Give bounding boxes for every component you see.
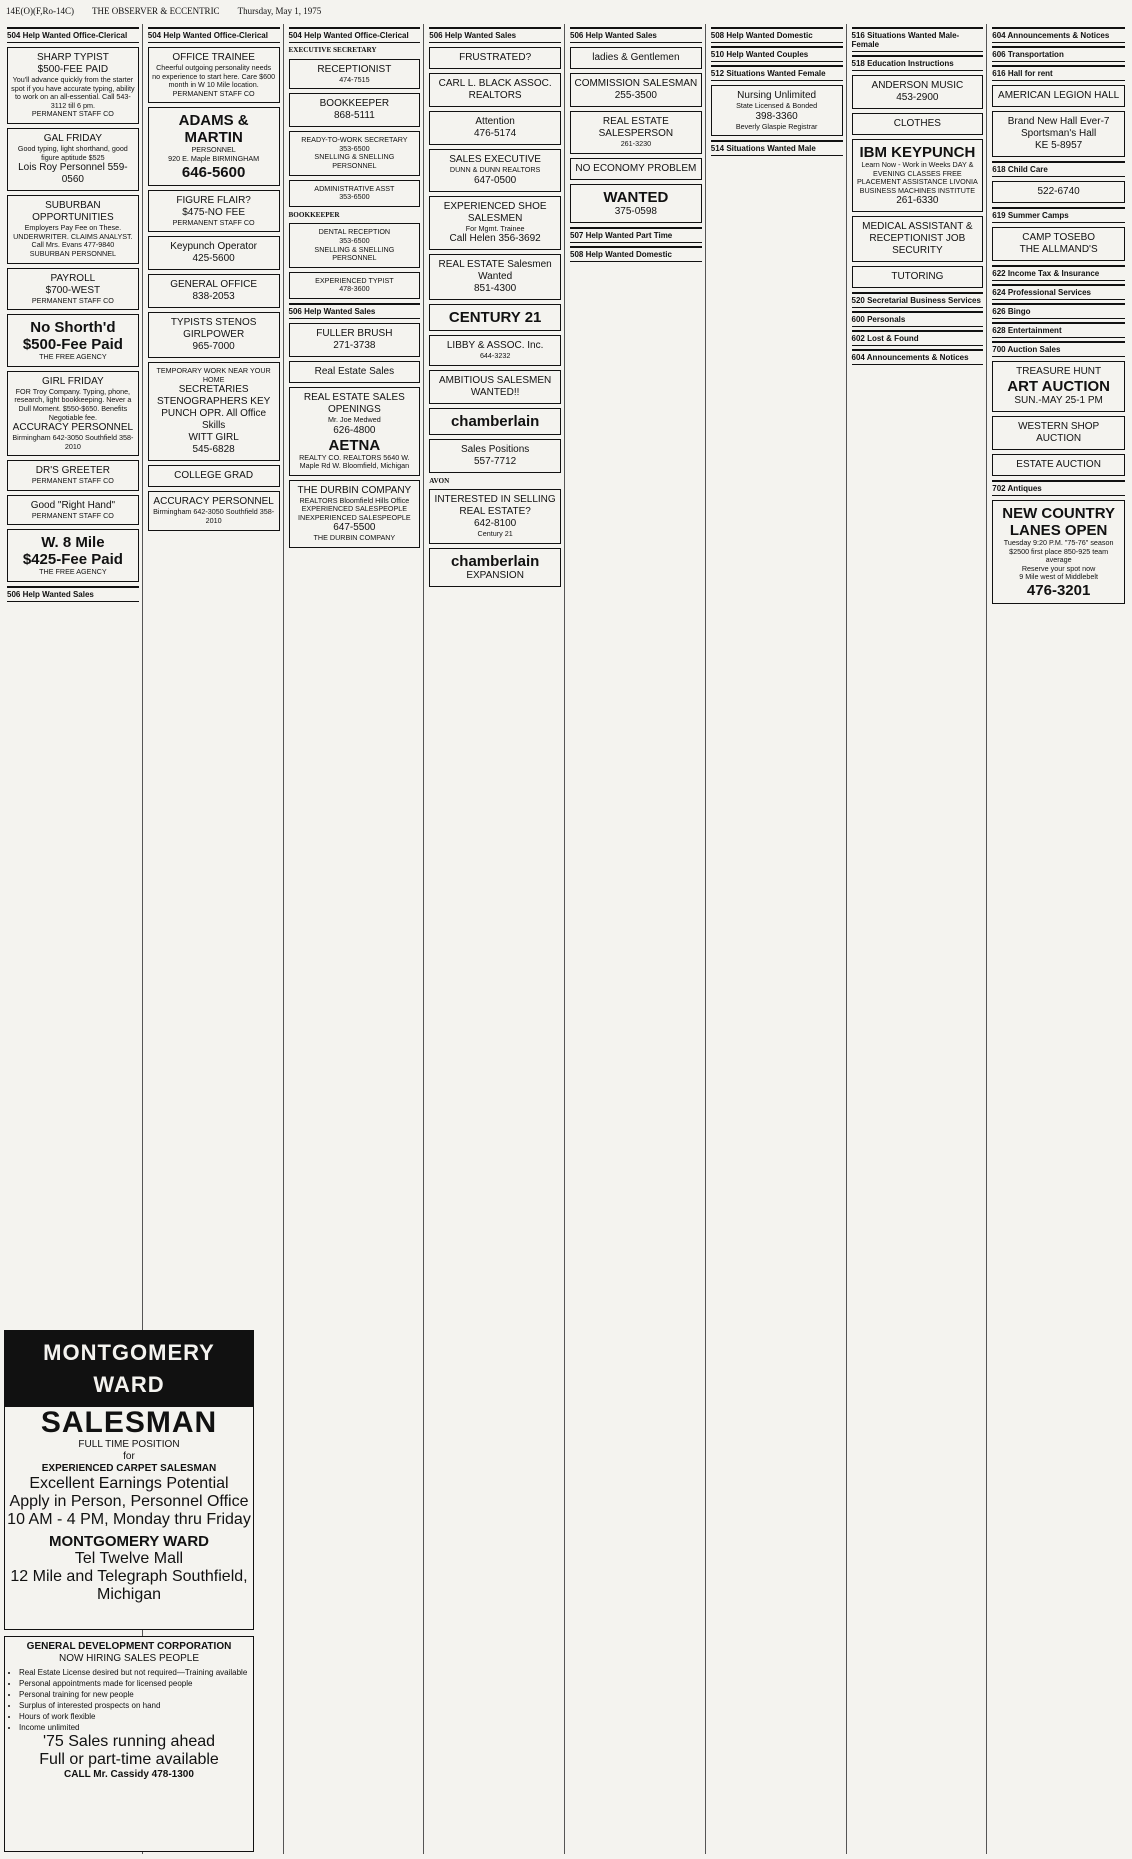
ad-title: COMMISSION SALESMAN — [574, 78, 698, 89]
ad-phone: Birmingham 642-3050 Southfield 358-2010 — [153, 507, 275, 525]
ward-line: 10 AM - 4 PM, Monday thru Friday — [7, 1511, 251, 1528]
classified-ad — [429, 47, 561, 69]
montgomery-ward-ad — [4, 1330, 254, 1630]
ad-title: Keypunch Operator — [170, 241, 257, 253]
classified-ad — [570, 73, 702, 107]
classified-ad — [289, 180, 421, 207]
ad-footer: PERMANENT STAFF CO — [31, 510, 114, 520]
ad-title: FRUSTRATED? — [459, 52, 532, 63]
ad-time: Tuesday 9:20 P.M. "75-76" season — [1003, 538, 1114, 547]
ad-footer: PERMANENT STAFF CO — [31, 109, 114, 119]
bullet-item: • Hours of work flexible — [19, 1711, 249, 1722]
section-header: 507 Help Wanted Part Time — [570, 227, 702, 243]
ad-firm: DUNN & DUNN REALTORS — [449, 165, 541, 174]
ad-title: ladies & Gentlemen — [592, 52, 680, 63]
ad-subtitle: $475-NO FEE — [182, 206, 246, 218]
ad-title: TYPISTS STENOS — [170, 317, 257, 329]
ad-body: Learn Now - Work in Weeks DAY & EVENING CLASSES FREE PLACEMENT ASSISTANCE LIVONIA BUSINESS MACHINES INSTITUTE — [856, 160, 978, 195]
column-3 — [286, 24, 425, 1854]
classified-ad — [148, 465, 280, 487]
ad-title: Good "Right Hand" — [30, 499, 116, 511]
ad-title: SALES EXECUTIVE — [449, 154, 541, 165]
ad-body: Employers Pay Fee on These. UNDERWRITER. CLAIMS ANALYST. Call Mrs. Evans 477-9840 — [13, 223, 133, 250]
ad-reserve: Reserve your spot now — [1021, 563, 1096, 573]
ad-title: DENTAL RECEPTION — [318, 227, 391, 237]
ad-firm: AETNA — [328, 436, 381, 454]
classified-ad — [148, 236, 280, 270]
classified-ad — [429, 73, 561, 107]
classified-ad — [429, 439, 561, 473]
ad-footer: PERMANENT STAFF CO — [31, 295, 114, 305]
ad-subtitle: EXPANSION — [466, 569, 524, 581]
ad-phone: 255-3500 — [614, 90, 657, 101]
ad-subtitle: PERSONNEL — [191, 145, 236, 155]
ad-subtitle: State Licensed & Bonded — [736, 101, 818, 110]
ad-body: You'll advance quickly from the starter spot if you have accurate typing, ability to work on an all-essential. Call 543-3112 till 6 pm. — [11, 75, 135, 110]
classified-ad — [148, 312, 280, 358]
ad-footer: THE FREE AGENCY — [39, 352, 107, 362]
ad-title: LIBBY & ASSOC. Inc. — [446, 340, 544, 352]
ad-title: ADAMS & MARTIN — [178, 112, 249, 147]
classified-ad — [7, 314, 139, 367]
ad-title: EXPERIENCED SHOE SALESMEN — [443, 200, 547, 224]
gdc-footer: '75 Sales running ahead — [42, 1733, 216, 1750]
classified-ad — [570, 111, 702, 154]
classified-ad — [289, 387, 421, 476]
classified-ad — [429, 335, 561, 366]
section-header: 618 Child Care — [992, 161, 1125, 177]
ad-title: PAYROLL — [50, 272, 96, 284]
ad-phone: 425-5600 — [192, 253, 235, 265]
classified-ad — [289, 272, 421, 299]
ad-phone: 375-0598 — [614, 205, 657, 217]
ad-phone: 478-3600 — [339, 284, 370, 294]
ad-title: NO ECONOMY PROBLEM — [575, 162, 697, 174]
ad-title: ADMINISTRATIVE ASST — [314, 183, 395, 193]
ward-line: Excellent Earnings Potential — [29, 1475, 229, 1492]
ad-title: GENERAL OFFICE — [170, 279, 258, 291]
ad-footer: Lois Roy Personnel 559-0560 — [18, 162, 128, 186]
ad-title: No Shorth'd — [30, 319, 116, 337]
ad-title: WESTERN SHOP AUCTION — [1018, 421, 1100, 444]
ad-title: REAL ESTATE SALESPERSON — [598, 116, 674, 139]
classified-ad — [429, 254, 561, 300]
classified-ad — [289, 323, 421, 357]
ad-phone: 353-6500 — [339, 143, 370, 153]
ward-for: for — [123, 1451, 135, 1462]
ad-title: Sales Positions — [460, 443, 530, 455]
classified-ad — [148, 362, 280, 461]
classified-ad — [852, 139, 984, 212]
classified-ad — [289, 93, 421, 127]
ad-title: RECEPTIONIST — [317, 63, 392, 75]
ad-title: AMBITIOUS SALESMEN WANTED!! — [439, 374, 552, 398]
ad-title: REAL ESTATE Salesmen Wanted — [438, 259, 552, 283]
ad-title: FIGURE FLAIR? — [176, 194, 251, 206]
ad-title: ACCURACY PERSONNEL — [153, 496, 274, 508]
section-header: 602 Lost & Found — [852, 330, 984, 346]
classified-ad — [289, 46, 421, 55]
ad-subtitle: $425-Fee Paid — [22, 551, 123, 569]
ad-title: CENTURY 21 — [448, 309, 542, 327]
ad-title: THE DURBIN COMPANY — [297, 484, 412, 496]
column-7 — [849, 24, 988, 1854]
ad-title: Attention — [475, 116, 515, 127]
ad-title: Nursing Unlimited — [737, 90, 817, 101]
classified-ad — [7, 529, 139, 582]
ad-phone: 271-3738 — [333, 339, 376, 351]
page-number: 14E(O)(F,Ro-14C) — [6, 6, 75, 16]
ad-title: Real Estate Sales — [314, 365, 395, 377]
classified-ad — [852, 75, 984, 109]
ad-phone: 476-3201 — [1026, 581, 1091, 599]
classified-ad — [7, 128, 139, 191]
classified-ad — [992, 416, 1125, 450]
ad-title: READY-TO-WORK SECRETARY — [301, 135, 408, 145]
ad-subtitle: $500-Fee Paid — [22, 336, 123, 354]
ad-phone: KE 5-8957 — [1034, 140, 1083, 151]
classified-ad — [289, 480, 421, 548]
classified-ad — [992, 500, 1125, 604]
ad-title: MEDICAL ASSISTANT & RECEPTIONIST JOB SECURITY — [862, 221, 973, 257]
issue-date: Thursday, May 1, 1975 — [237, 6, 322, 16]
ad-body: Cheerful outgoing personality needs no experience to start here. Care $600 month in W 10 Mile location. — [152, 63, 276, 90]
ad-footer: SNELLING & SNELLING PERSONNEL — [314, 152, 395, 170]
classified-ad — [289, 59, 421, 90]
classified-ad — [429, 489, 561, 544]
general-development-ad — [4, 1636, 254, 1852]
ad-footer: PERMANENT STAFF CO — [172, 217, 255, 227]
classified-ad — [429, 408, 561, 435]
classified-ad — [992, 454, 1125, 476]
bullet-item: • Surplus of interested prospects on hand — [19, 1700, 249, 1711]
ad-title: NEW COUNTRY LANES OPEN — [1002, 505, 1116, 539]
ad-title: SUBURBAN OPPORTUNITIES — [32, 200, 114, 224]
section-header: 700 Auction Sales — [992, 341, 1125, 357]
bullet-item: • Income unlimited — [19, 1722, 249, 1733]
ad-phone: 644-3232 — [479, 351, 511, 361]
ad-phone: 545-6828 — [192, 444, 235, 456]
column-5 — [567, 24, 706, 1854]
column-4 — [426, 24, 565, 1854]
ad-title: GIRL FRIDAY — [42, 375, 104, 387]
ad-subtitle: $500-FEE PAID — [37, 64, 109, 75]
classified-ad — [852, 216, 984, 262]
section-header: 504 Help Wanted Office-Clerical — [148, 27, 280, 43]
ad-firm: Century 21 — [477, 529, 513, 539]
ad-title: CLOTHES — [893, 118, 941, 129]
ad-title: COLLEGE GRAD — [174, 470, 254, 482]
section-header: 506 Help Wanted Sales — [7, 586, 139, 602]
classified-ad — [148, 107, 280, 185]
column-8 — [989, 24, 1128, 1854]
ad-subtitle: REALTORS Bloomfield Hills Office — [299, 495, 410, 505]
section-header: 606 Transportation — [992, 46, 1125, 62]
ad-phone: 353-6500 — [339, 192, 370, 202]
ad-phone: 522-6740 — [1037, 186, 1080, 197]
ward-title: SALESMAN — [40, 1406, 218, 1439]
gdc-bullets — [9, 1667, 249, 1733]
ad-body: Good typing, light shorthand, good figure aptitude $525 — [17, 143, 128, 162]
bullet-item: • Personal training for new people — [19, 1689, 249, 1700]
ad-title: SHARP TYPIST — [36, 52, 109, 63]
classified-ad — [148, 491, 280, 530]
section-header: 622 Income Tax & Insurance — [992, 265, 1125, 281]
classified-ad — [570, 158, 702, 180]
ad-title: chamberlain — [450, 552, 540, 570]
ad-title: REAL ESTATE SALES OPENINGS — [303, 391, 405, 415]
classified-ad — [852, 266, 984, 288]
ad-title: IBM KEYPUNCH — [859, 144, 976, 161]
column-6 — [708, 24, 847, 1854]
classified-ad — [992, 361, 1125, 412]
section-header: 628 Entertainment — [992, 322, 1125, 338]
classified-ad — [7, 371, 139, 457]
bullet-item: • Real Estate License desired but not required—Training available — [19, 1667, 249, 1678]
ad-title: DR'S GREETER — [35, 465, 110, 477]
ward-brand: MONTGOMERY WARD — [49, 1533, 209, 1550]
ad-address: 920 E. Maple BIRMINGHAM — [168, 153, 260, 163]
ad-phone: 474-7515 — [339, 74, 370, 84]
section-header: 508 Help Wanted Domestic — [570, 246, 702, 262]
section-header: 600 Personals — [852, 311, 984, 327]
classified-ad — [7, 460, 139, 491]
ad-title: CARL L. BLACK ASSOC. REALTORS — [438, 78, 552, 101]
section-header: 506 Help Wanted Sales — [570, 27, 702, 43]
ad-title: GAL FRIDAY — [43, 132, 103, 144]
classified-ad — [429, 304, 561, 331]
ad-phone: 647-0500 — [473, 174, 517, 186]
section-header: 504 Help Wanted Office-Clerical — [7, 27, 139, 43]
gdc-call: CALL Mr. Cassidy 478-1300 — [64, 1769, 194, 1780]
ad-phone: 453-2900 — [896, 92, 939, 103]
ad-prize: $2500 first place 850-925 team average — [1009, 546, 1109, 565]
classified-ad — [7, 268, 139, 311]
classified-ad — [429, 370, 561, 404]
classified-ad — [570, 47, 702, 69]
ad-title: ESTATE AUCTION — [1016, 459, 1101, 470]
ward-mall: Tel Twelve Mall — [74, 1550, 184, 1567]
ad-subtitle: $700-WEST — [45, 284, 101, 296]
masthead — [0, 0, 1132, 22]
ad-title: TREASURE HUNT — [1016, 366, 1102, 377]
section-header: 619 Summer Camps — [992, 207, 1125, 223]
ad-title: AVON — [429, 476, 450, 485]
section-header: 604 Announcements & Notices — [992, 27, 1125, 43]
section-header: 518 Education Instructions — [852, 55, 984, 71]
ad-title: chamberlain — [450, 412, 540, 430]
ad-firm: THE DURBIN COMPANY — [313, 533, 396, 543]
classified-ad — [289, 211, 421, 220]
section-header: 616 Hall for rent — [992, 65, 1125, 81]
classified-ad — [852, 113, 984, 135]
section-header: 510 Help Wanted Couples — [711, 46, 843, 62]
ward-address: 12 Mile and Telegraph Southfield, Michigan — [10, 1568, 248, 1603]
ad-firm: GIRLPOWER — [183, 329, 245, 341]
ad-footer: SUBURBAN PERSONNEL — [29, 248, 117, 258]
ad-subtitle: SECRETARIES STENOGRAPHERS KEY PUNCH OPR. All Office Skills — [156, 384, 271, 432]
ward-line: Apply in Person, Personnel Office — [9, 1493, 249, 1510]
section-header: 626 Bingo — [992, 303, 1125, 319]
ad-phone: Call Helen 356-3692 — [449, 233, 541, 245]
ad-title: ANDERSON MUSIC — [871, 80, 964, 91]
classified-ad — [992, 85, 1125, 107]
section-header: 604 Announcements & Notices — [852, 349, 984, 365]
section-header: 624 Professional Services — [992, 284, 1125, 300]
ad-phone: 851-4300 — [473, 283, 517, 295]
classified-ad — [711, 85, 843, 136]
section-header: 506 Help Wanted Sales — [429, 27, 561, 43]
ad-subtitle: For Mgmt. Trainee — [465, 223, 525, 233]
classified-ad — [148, 47, 280, 103]
section-header: 520 Secretarial Business Services — [852, 292, 984, 308]
section-header: 504 Help Wanted Office-Clerical — [289, 27, 421, 43]
ad-heading: EXPERIENCED SALESPEOPLE — [301, 504, 408, 514]
classified-ad — [429, 196, 561, 251]
section-header: 516 Situations Wanted Male-Female — [852, 27, 984, 52]
ad-phone: 642-8100 — [473, 518, 517, 530]
newspaper-name: THE OBSERVER & ECCENTRIC — [92, 6, 220, 16]
classified-ad — [289, 223, 421, 267]
ad-phone: 646-5600 — [181, 163, 246, 181]
ad-headline: ART AUCTION — [1007, 378, 1111, 395]
ad-subtitle: THE ALLMAND'S — [1019, 244, 1098, 255]
ad-phone: 398-3360 — [755, 110, 798, 122]
ad-firm: WITT GIRL — [188, 432, 239, 444]
ad-title: Brand New Hall Ever-7 Sportsman's Hall — [1007, 116, 1110, 139]
ad-title: WANTED — [603, 188, 669, 206]
ad-phone: Birmingham 642-3050 Southfield 358-2010 — [12, 433, 134, 451]
section-header: 702 Antiques — [992, 480, 1125, 496]
ad-footer: SNELLING & SNELLING PERSONNEL — [314, 244, 395, 263]
gdc-footer: Full or part-time available — [39, 1751, 219, 1768]
ad-phone: 476-5174 — [473, 128, 517, 139]
ad-phone: 261-6330 — [896, 195, 939, 207]
classified-ad — [992, 111, 1125, 157]
classified-ad — [429, 149, 561, 192]
ad-title: TEMPORARY WORK NEAR YOUR HOME — [156, 366, 271, 384]
classified-ad — [7, 195, 139, 263]
classified-ad — [148, 274, 280, 308]
ad-title: AMERICAN LEGION HALL — [998, 90, 1120, 101]
classified-ad — [289, 361, 421, 383]
ward-subtitle: FULL TIME POSITION — [78, 1439, 180, 1450]
section-header: 506 Help Wanted Sales — [289, 303, 421, 319]
ad-footer: PERMANENT STAFF CO — [31, 476, 114, 486]
classified-ad — [429, 111, 561, 145]
ad-phone: 868-5111 — [333, 110, 375, 122]
ad-date: SUN.-MAY 25-1 PM — [1014, 395, 1103, 406]
ad-phone: 557-7712 — [473, 455, 517, 467]
ad-phone: 965-7000 — [192, 341, 235, 353]
ad-footer: THE FREE AGENCY — [39, 567, 107, 577]
ad-contact: Beverly Glaspie Registrar — [735, 121, 818, 131]
ad-title: EXECUTIVE SECRETARY — [288, 46, 377, 54]
classified-ad — [992, 227, 1125, 261]
ad-contact: Mr. Joe Medwed — [328, 414, 381, 424]
bullet-item: • Personal appointments made for licensed people — [19, 1678, 249, 1689]
ad-title: W. 8 Mile — [41, 534, 105, 552]
classified-ad — [7, 495, 139, 526]
ad-title: BOOKKEEPER — [319, 98, 390, 110]
ad-title: CAMP TOSEBO — [1022, 232, 1096, 243]
ad-heading: INEXPERIENCED SALESPEOPLE — [298, 512, 411, 522]
classified-ad — [429, 548, 561, 587]
ad-title: OFFICE TRAINEE — [172, 52, 255, 63]
classified-ad — [289, 131, 421, 175]
ward-logo: MONTGOMERY WARD — [5, 1331, 253, 1407]
ad-phone: 647-5500 — [333, 522, 376, 534]
ad-title: FULLER BRUSH — [316, 327, 393, 339]
ad-phone: 626-4800 — [333, 424, 376, 436]
ad-title: TUTORING — [891, 271, 944, 283]
ad-title: BOOKKEEPER — [288, 210, 340, 219]
classified-ad — [7, 47, 139, 124]
ad-firm: ACCURACY PERSONNEL — [12, 422, 134, 434]
ad-title: EXPERIENCED TYPIST — [315, 275, 394, 285]
ad-footer: PERMANENT STAFF CO — [172, 88, 255, 98]
ad-address: REALTY CO. REALTORS 5640 W. Maple Rd W. Bloomfield, Michigan — [299, 452, 410, 471]
classified-ad — [429, 477, 561, 486]
ad-title: INTERESTED IN SELLING REAL ESTATE? — [434, 494, 556, 518]
ad-body: FOR Troy Company. Typing, phone, research, light bookkeeping. Never a Dull Moment. $550-$650. Benefits Negotiable fee. — [14, 386, 132, 422]
section-header: 508 Help Wanted Domestic — [711, 27, 843, 43]
ad-address: 9 Mile west of Middlebelt — [1019, 572, 1098, 582]
ad-phone: 838-2053 — [192, 291, 235, 303]
classified-ad — [570, 184, 702, 223]
gdc-subtitle: NOW HIRING SALES PEOPLE — [58, 1653, 200, 1664]
ward-role: EXPERIENCED CARPET SALESMAN — [41, 1463, 217, 1474]
ad-phone: 261-3230 — [620, 139, 652, 148]
gdc-title: GENERAL DEVELOPMENT CORPORATION — [26, 1641, 232, 1652]
section-header: 512 Situations Wanted Female — [711, 65, 843, 81]
classified-ad — [148, 190, 280, 233]
section-header: 514 Situations Wanted Male — [711, 140, 843, 156]
ad-phone: 353-6500 — [339, 235, 370, 245]
classified-ad — [992, 181, 1125, 203]
